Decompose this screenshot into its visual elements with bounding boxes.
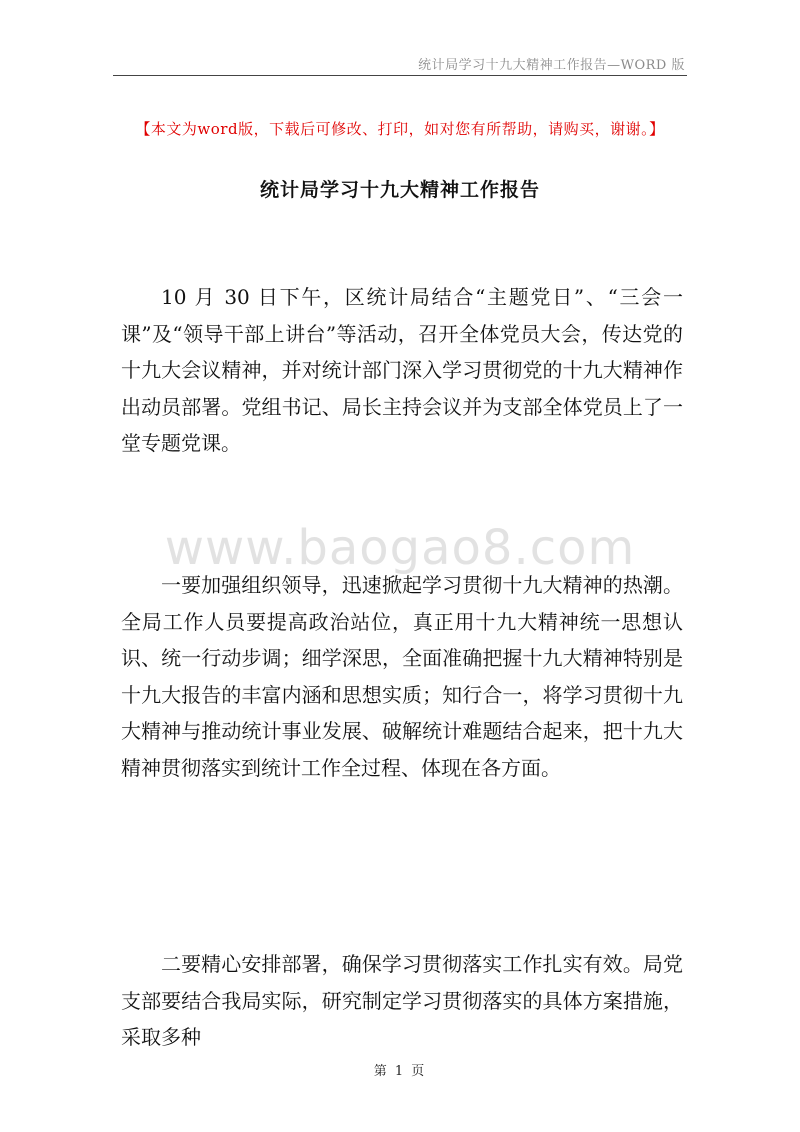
purchase-notice: 【本文为word版，下载后可修改、打印，如对您有所帮助，请购买，谢谢。】 (135, 120, 665, 138)
paragraph-point-two: 二要精心安排部署，确保学习贯彻落实工作扎实有效。局党支部要结合我局实际，研究制定学习贯彻落实的具体方案措施，采取多种 (121, 952, 683, 1049)
paragraph-intro: 10 月 30 日下午，区统计局结合“主题党日”、“三会一课”及“领导干部上讲台”等活动，召开全体党员大会，传达党的十九大会议精神，并对统计部门深入学习贯彻党的十九大精神作出动员部署。党组书记、局长主持会议并为支部全体党员上了一堂专题党课。 (121, 285, 683, 455)
header-divider (113, 75, 687, 76)
running-header: 统计局学习十九大精神工作报告—WORD 版 (418, 58, 685, 73)
document-title: 统计局学习十九大精神工作报告 (259, 179, 540, 201)
paragraph-point-one: 一要加强组织领导，迅速掀起学习贯彻十九大精神的热潮。全局工作人员要提高政治站位，真正用十九大精神统一思想认识、统一行动步调；细学深思，全面准确把握十九大精神特别是十九大报告的丰富内涵和思想实质；知行合一，将学习贯彻十九大精神与推动统计事业发展、破解统计难题结合起来，把十九大精神贯彻落实到统计工作全过程、体现在各方面。 (121, 573, 683, 780)
page-number: 第 1 页 (373, 1064, 427, 1079)
watermark: www.baogao8.com (164, 520, 636, 576)
